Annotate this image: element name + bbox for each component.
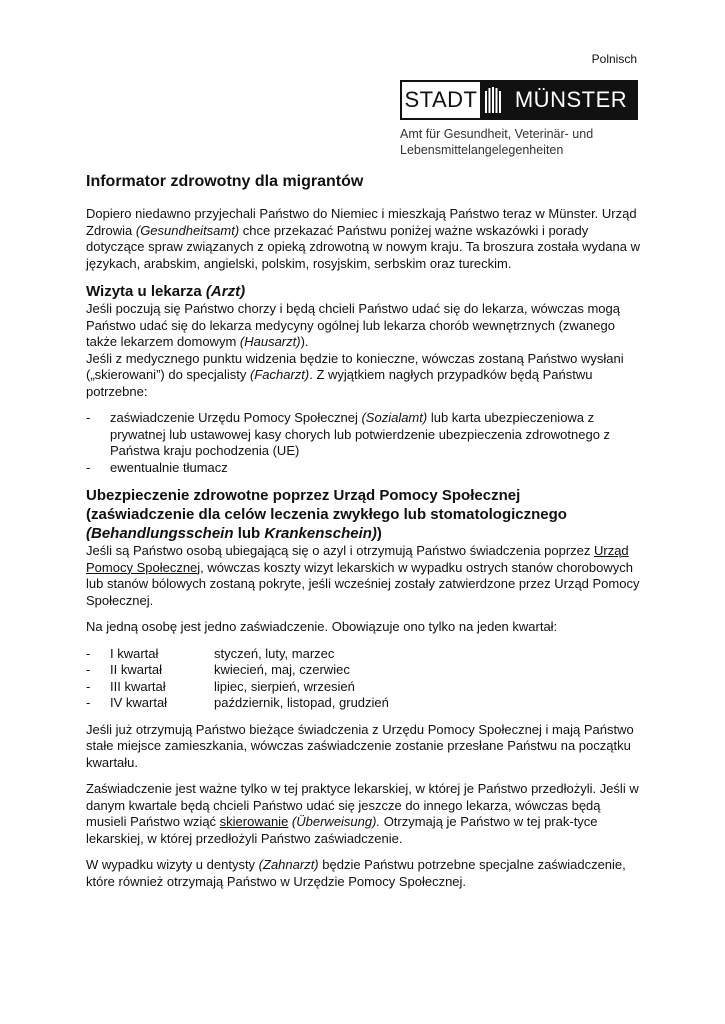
language-label: Polnisch xyxy=(591,52,637,66)
department-line-2: Lebensmittelangelegenheiten xyxy=(400,143,564,157)
document-body xyxy=(86,168,642,890)
quarter-row: - IV kwartał październik, listopad, grudzień xyxy=(86,695,642,712)
insurance-paragraph-4: Zaświadczenie jest ważne tylko w tej praktyce lekarskiej, w której je Państwo przedłożyli. Jeśli w danym kwartale będą chcieli Państwo udać się jeszcze do innego lekarza, wówczas będą musieli Państwo wziąć skierowanie (Überweisung). Otrzymają je Państwo w tej prak-tyce lekarskiej, w której przedłożyli Państwo zaświadczenie. xyxy=(86,781,639,846)
list-item: - zaświadczenie Urzędu Pomocy Społecznej (Sozialamt) lub karta ubezpieczeniowa z prywatnej lub ustawowej kasy chorych lub potwierdzenie ubezpieczenia zdrowotnego z Państwa kraju pochodzenia (UE) xyxy=(86,410,642,460)
stadt-muenster-logo xyxy=(400,80,638,120)
quarters-list xyxy=(86,646,642,712)
referral-term: skierowanie xyxy=(219,814,289,829)
social-office-link: Urząd Pomocy Społecznej xyxy=(86,543,629,575)
department-name xyxy=(400,126,593,158)
insurance-paragraph-2: Na jedną osobę jest jedno zaświadczenie. Obowiązuje ono tylko na jeden kwartał: xyxy=(86,619,558,634)
department-line-1: Amt für Gesundheit, Veterinär- und xyxy=(400,127,594,141)
section-heading-doctor-visit: Wizyta u lekarza (Arzt) xyxy=(86,283,246,300)
page-title: Informator zdrowotny dla migrantów xyxy=(86,173,364,190)
organ-pipes-icon xyxy=(480,82,506,118)
quarter-row: - II kwartał kwiecień, maj, czerwiec xyxy=(86,662,642,679)
insurance-paragraph-1: Jeśli są Państwo osobą ubiegającą się o azyl i otrzymują Państwo świadczenia poprzez Urząd Pomocy Społecznej, wówczas koszty wizyt lekarskich w wypadku ostrych stanów chorobowych lub stanów bólowych zostaną pokryte, jeśli wcześniej zostały zatwierdzone przez Urząd Pomocy Społecznej. xyxy=(86,543,640,608)
insurance-paragraph-5: W wypadku wizyty u dentysty (Zahnarzt) będzie Państwu potrzebne specjalne zaświadczenie, które również otrzymają Państwo w Urzędzie Pomocy Społecznej. xyxy=(86,857,626,889)
required-documents-list xyxy=(86,410,642,476)
doctor-visit-paragraph-1: Jeśli poczują się Państwo chorzy i będą chcieli Państwo udać się do lekarza, wówczas mogą Państwo udać się do lekarza medycyny ogólnej lub lekarza chorób wewnętrznych (zwanego także lekarzem domowym (Hausarzt)). xyxy=(86,301,620,349)
logo-text-muenster: MÜNSTER xyxy=(506,82,636,118)
quarter-row: - I kwartał styczeń, luty, marzec xyxy=(86,646,642,663)
insurance-paragraph-3: Jeśli już otrzymują Państwo bieżące świadczenia z Urzędu Pomocy Społecznej i mają Państwo stałe miejsce zamieszkania, wówczas zaświadczenie zostanie przesłane Państwu na początku kwartału. xyxy=(86,721,634,770)
logo-text-stadt: STADT xyxy=(402,82,480,118)
intro-paragraph: Dopiero niedawno przyjechali Państwo do Niemiec i mieszkają Państwo teraz w Münster. Urząd Zdrowia (Gesundheitsamt) chce przekazać Państwu poniżej ważne wskazówki i porady dotyczące spraw związanych z opieką zdrowotną w nowym kraju. Ta broszura została wydana w językach, arabskim, angielski, polskim, rosyjskim, serbskim oraz tureckim. xyxy=(86,206,640,271)
section-heading-insurance: Ubezpieczenie zdrowotne poprzez Urząd Pomocy Społecznej (zaświadczenie dla celów leczenia zwykłego lub stomatologicznego (Behandlungsschein lub Krankenschein)) xyxy=(86,487,567,542)
list-item: - ewentualnie tłumacz xyxy=(86,460,642,477)
quarter-row: - III kwartał lipiec, sierpień, wrzesień xyxy=(86,679,642,696)
doctor-visit-paragraph-2: Jeśli z medycznego punktu widzenia będzie to konieczne, wówczas zostaną Państwo wysłani („skierowani”) do specjalisty (Facharzt). Z wyjątkiem nagłych przypadków będą Państwu potrzebne: xyxy=(86,350,624,399)
